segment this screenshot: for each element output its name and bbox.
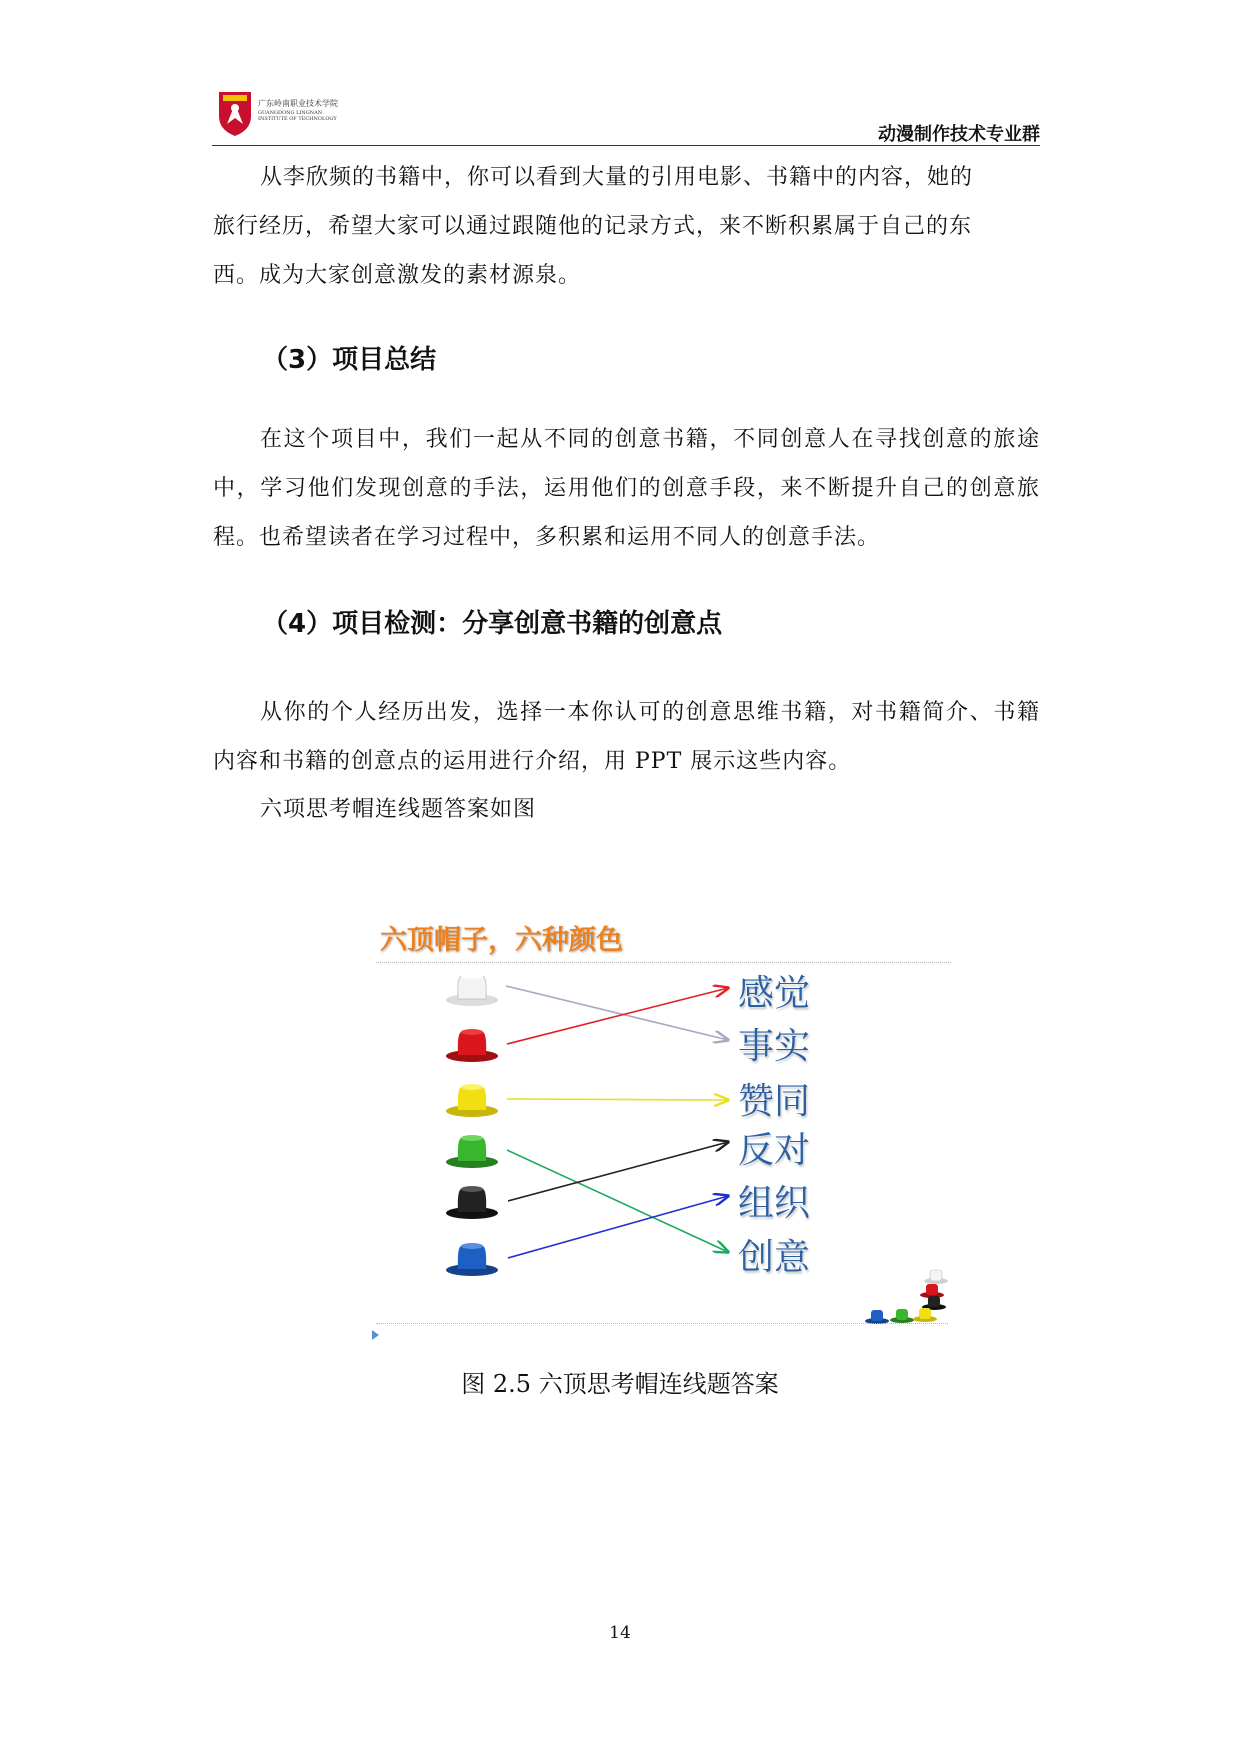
slide-nav-arrow-icon (372, 1330, 379, 1340)
figure-title: 六顶帽子，六种颜色 (380, 925, 623, 956)
six-hats-matching-figure (366, 912, 966, 1362)
figure-caption: 图 2.5 六顶思考帽连线题答案 (461, 1370, 779, 1398)
black-hat-icon (441, 1179, 503, 1223)
logo-chinese-name: 广东岭南职业技术学院 (258, 99, 338, 108)
word-fact: 事实 (738, 1026, 811, 1067)
figure-bottom-divider (376, 1323, 948, 1324)
header-divider (212, 145, 1040, 146)
green-hat-icon (441, 1128, 503, 1172)
section-4-paragraph: 从你的个人经历出发，选择一本你认可的创意思维书籍，对书籍简介、书籍内容和书籍的创意点的运用进行介绍，用 PPT 展示这些内容。 (213, 700, 1040, 774)
blue-hat-icon (441, 1236, 503, 1280)
word-creativity: 创意 (738, 1237, 811, 1278)
header-title: 动漫制作技术专业群 (878, 124, 1040, 145)
intro-line-2: 旅行经历，希望大家可以通过跟随他的记录方式，来不断积累属于自己的东 (213, 214, 973, 239)
word-feeling: 感觉 (738, 973, 811, 1014)
college-emblem-icon (215, 88, 255, 138)
mini-yellow-hat-icon (911, 1305, 939, 1323)
intro-line-3: 西。成为大家创意激发的素材源泉。 (213, 263, 582, 288)
page-number: 14 (609, 1623, 631, 1643)
section-3-heading: （3）项目总结 (262, 345, 437, 375)
yellow-hat-icon (441, 1077, 503, 1121)
word-oppose: 反对 (738, 1130, 811, 1171)
answer-note: 六项思考帽连线题答案如图 (260, 797, 537, 822)
line-yellow-to-agree (507, 1099, 728, 1100)
logo-english-name: GUANGDONG LINGNAN INSTITUTE OF TECHNOLOGY (258, 110, 337, 122)
line-black-to-oppose (508, 1142, 728, 1201)
line-red-to-feeling (507, 988, 728, 1044)
line-white-to-fact (506, 986, 728, 1040)
line-blue-to-organize (508, 1196, 728, 1258)
white-hat-icon (441, 966, 503, 1010)
red-hat-icon (441, 1022, 503, 1066)
line-green-to-creativity (507, 1150, 728, 1252)
word-agree: 赞同 (738, 1081, 811, 1122)
section-3-paragraph: 在这个项目中，我们一起从不同的创意书籍，不同创意人在寻找创意的旅途中，学习他们发现创意的手法，运用他们的创意手段，来不断提升自己的创意旅程。也希望读者在学习过程中，多积累和运用不同人的创意手法。 (213, 427, 1040, 550)
section-4-heading: （4）项目检测：分享创意书籍的创意点 (262, 609, 723, 639)
intro-line-1: 从李欣频的书籍中，你可以看到大量的引用电影、书籍中的内容，她的 (260, 165, 974, 190)
word-organize: 组织 (738, 1183, 811, 1224)
